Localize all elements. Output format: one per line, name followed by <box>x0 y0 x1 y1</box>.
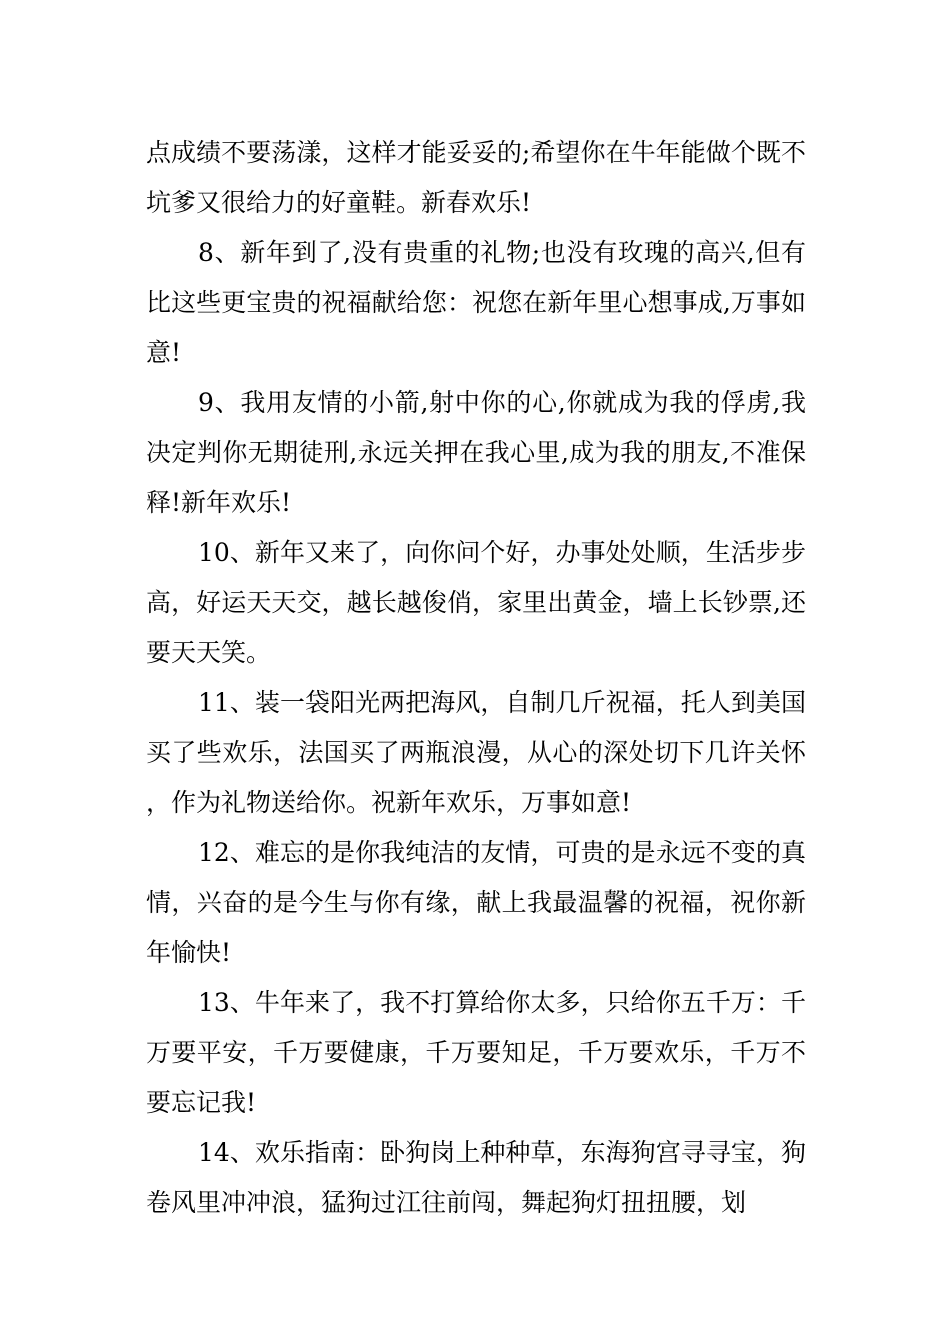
paragraph-item-10: 10、新年又来了，向你问个好，办事处处顺，生活步步高，好运天天交，越长越俊俏，家里出黄金，墙上长钞票,还要天天笑。 <box>146 538 806 667</box>
document-body <box>146 128 806 1228</box>
paragraph-item-13: 13、牛年来了，我不打算给你太多，只给你五千万：千万要平安，千万要健康，千万要知足，千万要欢乐，千万不要忘记我! <box>146 988 806 1117</box>
paragraph-continuation: 点成绩不要荡漾，这样才能妥妥的;希望你在牛年能做个既不坑爹又很给力的好童鞋。新春欢乐! <box>146 138 806 217</box>
paragraph-item-8: 8、新年到了,没有贵重的礼物;也没有玫瑰的高兴,但有比这些更宝贵的祝福献给您：祝您在新年里心想事成,万事如意! <box>146 238 806 367</box>
paragraph-item-12: 12、难忘的是你我纯洁的友情，可贵的是永远不变的真情，兴奋的是今生与你有缘，献上我最温馨的祝福，祝你新年愉快! <box>146 838 806 967</box>
paragraph-item-9: 9、我用友情的小箭,射中你的心,你就成为我的俘虏,我决定判你无期徒刑,永远关押在我心里,成为我的朋友,不准保释!新年欢乐! <box>146 388 806 517</box>
paragraph-item-14: 14、欢乐指南：卧狗岗上种种草，东海狗宫寻寻宝，狗卷风里冲冲浪，猛狗过江往前闯，舞起狗灯扭扭腰，划 <box>146 1138 806 1217</box>
paragraph-item-11: 11、装一袋阳光两把海风，自制几斤祝福，托人到美国买了些欢乐，法国买了两瓶浪漫，从心的深处切下几许关怀，作为礼物送给你。祝新年欢乐，万事如意! <box>146 688 806 817</box>
